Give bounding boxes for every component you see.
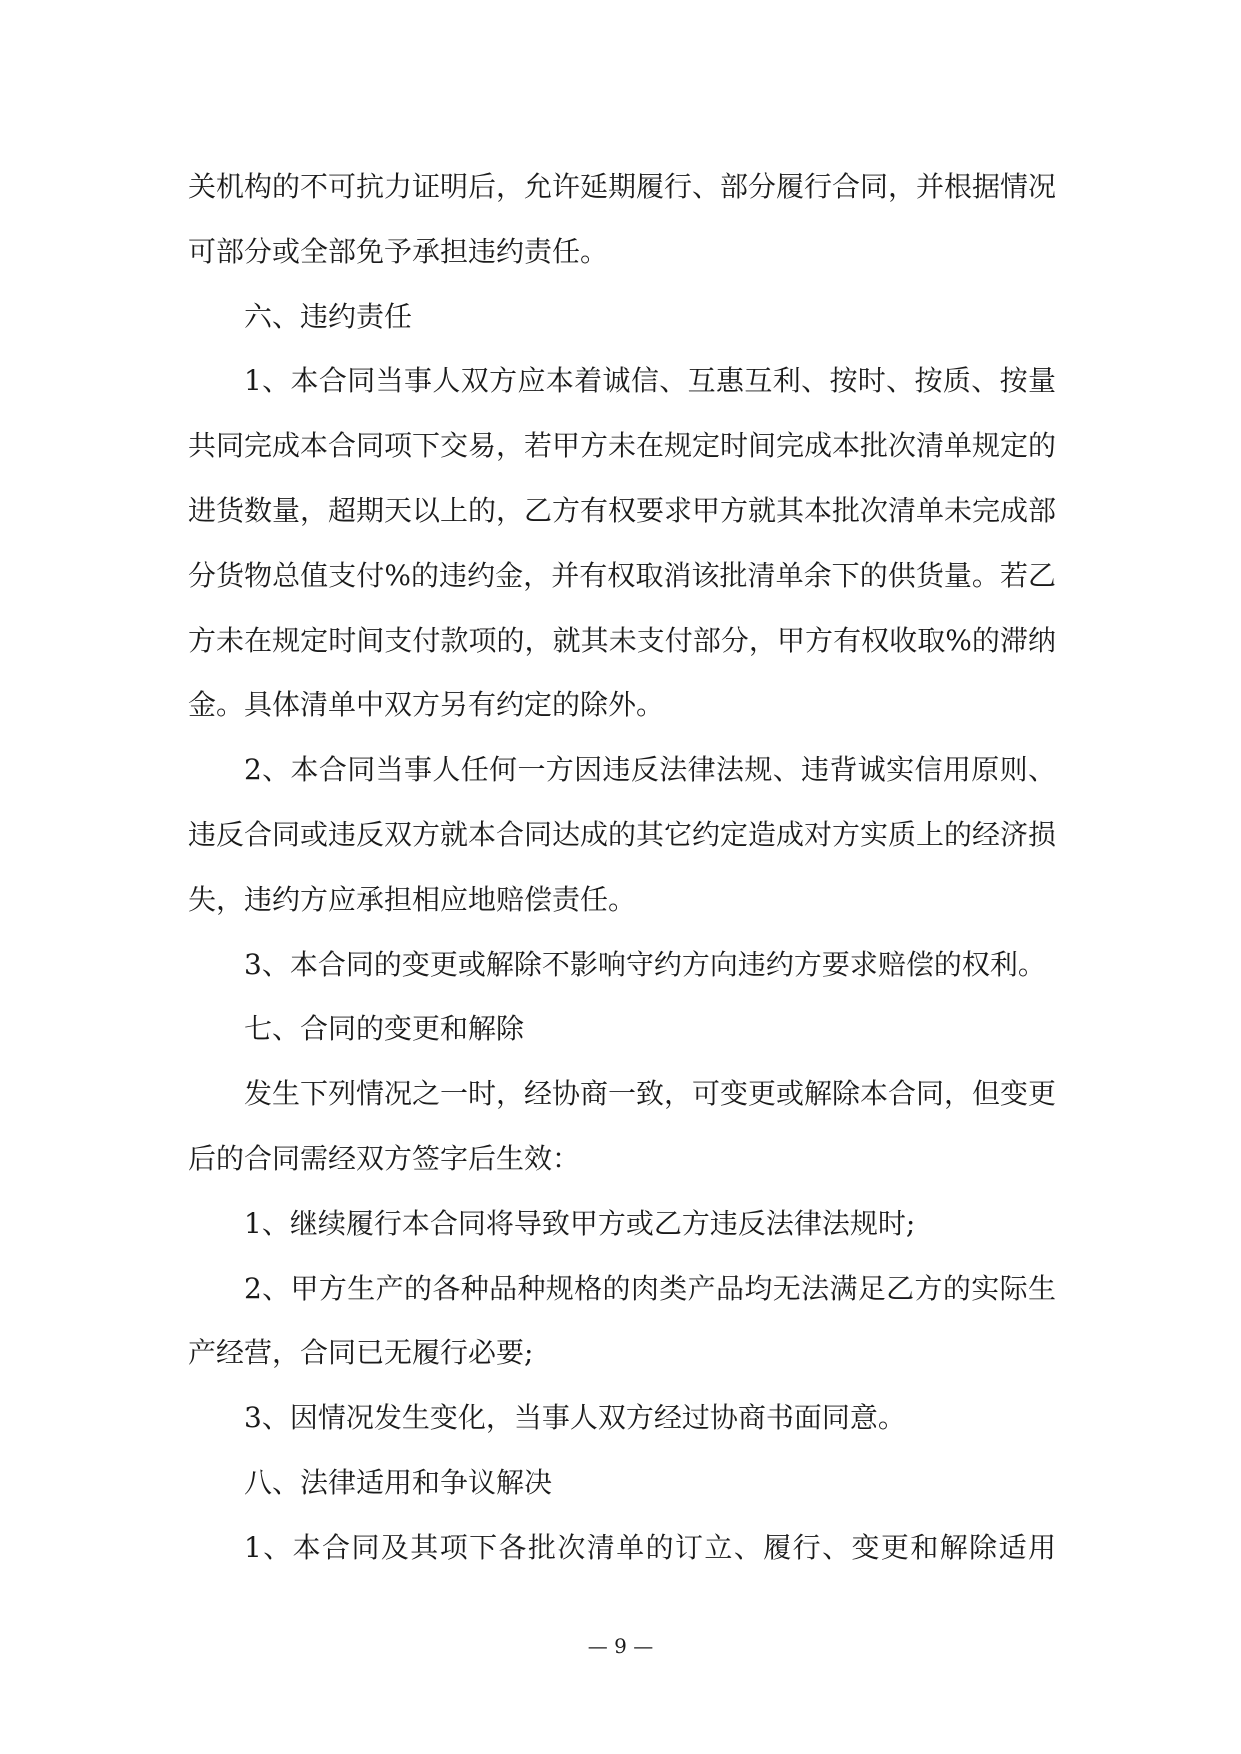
section-heading-change-termination: 七、合同的变更和解除 xyxy=(244,1012,525,1046)
paragraph-change-2: 2、甲方生产的各种品种规格的肉类产品均无法满足乙方的实际生产经营，合同已无履行必要; xyxy=(188,1271,1056,1370)
paragraph-liability-3: 3、本合同的变更或解除不影响守约方向违约方要求赔偿的权利。 xyxy=(244,947,1046,981)
paragraph-change-1: 1、继续履行本合同将导致甲方或乙方违反法律法规时; xyxy=(244,1206,916,1240)
document-body xyxy=(188,155,1056,1581)
paragraph-liability-1: 1、本合同当事人双方应本着诚信、互惠互利、按时、按质、按量共同完成本合同项下交易，若甲方未在规定时间完成本批次清单规定的进货数量，超期天以上的，乙方有权要求甲方就其本批次清单未完成部分货物总值支付%的违约金，并有权取消该批清单余下的供货量。若乙方未在规定时间支付款项的，就其未支付部分，甲方有权收取%的滞纳金。具体清单中双方另有约定的除外。 xyxy=(188,364,1057,722)
paragraph-force-majeure-continued: 关机构的不可抗力证明后，允许延期履行、部分履行合同，并根据情况可部分或全部免予承担违约责任。 xyxy=(188,170,1057,268)
paragraph-change-3: 3、因情况发生变化，当事人双方经过协商书面同意。 xyxy=(244,1401,906,1435)
section-heading-law-disputes: 八、法律适用和争议解决 xyxy=(244,1465,553,1499)
paragraph-liability-2: 2、本合同当事人任何一方因违反法律法规、违背诚实信用原则、违反合同或违反双方就本合同达成的其它约定造成对方实质上的经济损失，违约方应承担相应地赔偿责任。 xyxy=(188,753,1057,916)
paragraph-law-1: 1、本合同及其项下各批次清单的订立、履行、变更和解除适用 xyxy=(244,1530,1056,1564)
page-number: — 9 — xyxy=(587,1634,654,1658)
paragraph-change-intro: 发生下列情况之一时，经协商一致，可变更或解除本合同，但变更后的合同需经双方签字后生效： xyxy=(188,1077,1057,1175)
section-heading-liability: 六、违约责任 xyxy=(244,299,413,333)
